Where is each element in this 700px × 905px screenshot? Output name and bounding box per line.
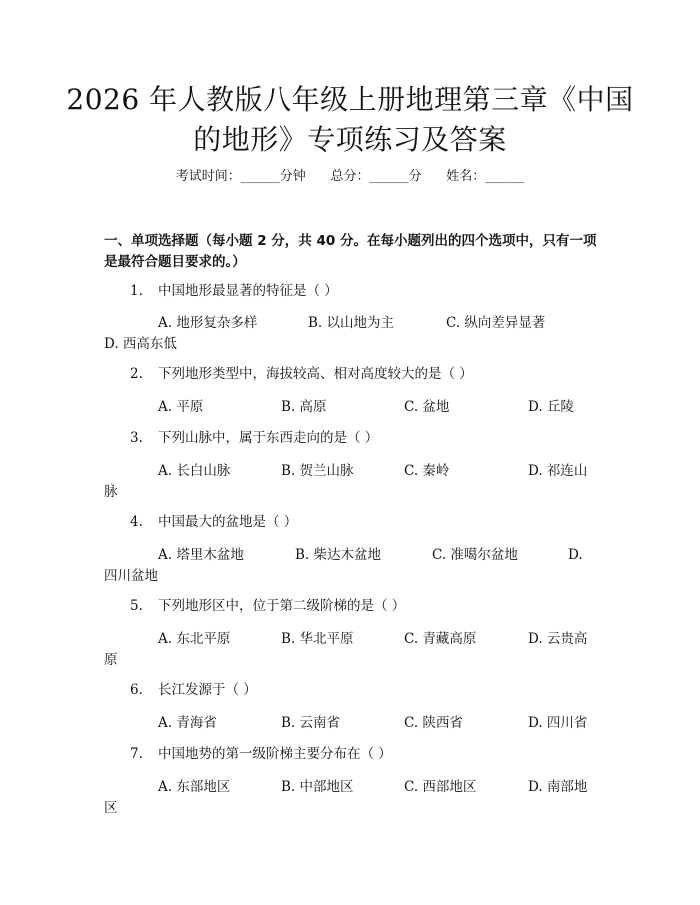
question-number: 5. [130, 598, 143, 614]
question-number: 1. [130, 283, 143, 299]
option-b: B. 高原 [281, 399, 327, 415]
option-c: C. 西部地区 [404, 779, 477, 795]
option-a: A. 东北平原 [158, 631, 231, 647]
option-d: D. 南部地 [528, 779, 588, 795]
option-a: A. 平原 [158, 399, 204, 415]
question-text: 下列地形类型中，海拔较高、相对高度较大的是（ ） [158, 366, 473, 382]
option-d: D. [568, 547, 583, 563]
question-number: 2. [130, 366, 143, 382]
option-a: A. 地形复杂多样 [158, 315, 258, 331]
question-text: 下列山脉中，属于东西走向的是（ ） [158, 430, 379, 446]
section-heading-line-2: 是最符合题目要求的。） [104, 254, 246, 270]
option-c: C. 秦岭 [404, 463, 450, 479]
option-d-continued: 原 [104, 652, 118, 668]
option-b: B. 贺兰山脉 [281, 463, 354, 479]
option-d: D. 丘陵 [528, 399, 574, 415]
document-title-line-1: 2026 年人教版八年级上册地理第三章《中国 [66, 83, 634, 116]
option-d-continued: 区 [104, 800, 118, 816]
question-number: 6. [130, 682, 143, 698]
option-b: B. 柴达木盆地 [295, 547, 382, 563]
question-text: 长江发源于（ ） [158, 682, 257, 698]
question-number: 4. [130, 514, 143, 530]
option-d: D. 云贵高 [528, 631, 588, 647]
option-b: B. 华北平原 [281, 631, 354, 647]
question-text: 下列地形区中，位于第二级阶梯的是（ ） [158, 598, 406, 614]
option-c: C. 盆地 [404, 399, 450, 415]
option-b: B. 云南省 [281, 715, 341, 731]
option-d: D. 四川省 [528, 715, 588, 731]
option-c: C. 陕西省 [404, 715, 463, 731]
option-a: A. 塔里木盆地 [158, 547, 244, 563]
option-d: D. 西高东低 [104, 336, 177, 352]
question-text: 中国最大的盆地是（ ） [158, 514, 298, 530]
section-heading-line-1: 一、单项选择题（每小题 2 分，共 40 分。在每小题列出的四个选项中，只有一项 [104, 233, 597, 249]
option-a: A. 长白山脉 [158, 463, 231, 479]
option-a: A. 东部地区 [158, 779, 231, 795]
option-c: C. 准噶尔盆地 [432, 547, 518, 563]
option-c: C. 青藏高原 [404, 631, 477, 647]
question-number: 7. [130, 746, 143, 762]
option-b: B. 以山地为主 [308, 315, 395, 331]
option-c: C. 纵向差异显著 [446, 315, 546, 331]
exam-info-line: 考试时间：______分钟 总分：______分 姓名：______ [175, 169, 525, 184]
option-d-continued: 脉 [104, 484, 118, 500]
question-text: 中国地形最显著的特征是（ ） [158, 283, 338, 299]
question-text: 中国地势的第一级阶梯主要分布在（ ） [158, 746, 392, 762]
option-a: A. 青海省 [158, 715, 217, 731]
option-d-continued: 四川盆地 [104, 568, 158, 584]
option-d: D. 祁连山 [528, 463, 588, 479]
option-b: B. 中部地区 [281, 779, 354, 795]
document-title-line-2: 的地形》专项练习及答案 [193, 123, 507, 156]
question-number: 3. [130, 430, 143, 446]
